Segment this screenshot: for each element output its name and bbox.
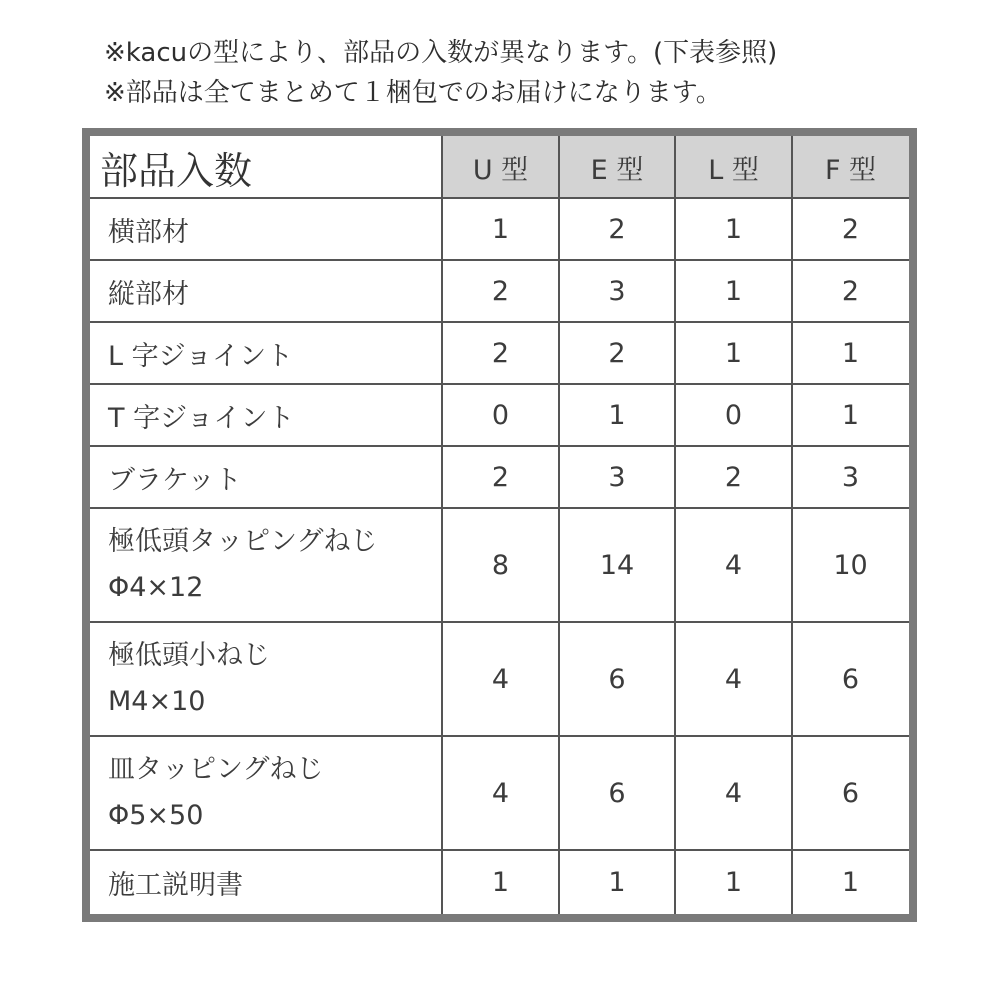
row-divider <box>90 621 909 623</box>
count-cell: 1 <box>724 337 743 369</box>
count-cell: 2 <box>841 275 860 307</box>
count-cell: 4 <box>724 549 743 581</box>
count-cell: 3 <box>608 461 626 493</box>
count-cell: 6 <box>841 777 860 809</box>
count-cell: 14 <box>599 549 635 581</box>
table-title: 部品入数 <box>100 149 253 193</box>
count-cell: 2 <box>491 275 510 307</box>
count-cell: 1 <box>841 337 860 369</box>
type-header-l: L 型 <box>675 136 792 198</box>
column-divider <box>558 136 560 914</box>
row-label <box>90 622 442 736</box>
row-divider <box>90 321 909 323</box>
count-cell: 4 <box>724 663 743 695</box>
count-cell: 2 <box>491 461 510 493</box>
row-label <box>90 508 442 622</box>
count-cell: 3 <box>841 461 860 493</box>
parts-table <box>90 136 909 914</box>
count-cell: 10 <box>833 549 868 581</box>
row-label-line: 皿タッピングねじ <box>108 754 324 785</box>
row-label-line: Φ4×12 <box>108 572 204 603</box>
row-label-line: 施工説明書 <box>108 869 243 901</box>
count-cell: 6 <box>608 663 626 695</box>
row-divider <box>90 507 909 509</box>
type-header-e: E 型 <box>559 136 675 198</box>
count-cell: 4 <box>491 777 510 809</box>
row-divider <box>90 735 909 737</box>
count-cell: 1 <box>491 866 510 898</box>
count-cell: 0 <box>724 399 743 431</box>
count-cell: 1 <box>724 213 743 245</box>
row-label-line: 横部材 <box>108 216 189 248</box>
count-cell: 1 <box>608 866 626 898</box>
parts-table-frame <box>82 128 917 922</box>
count-cell: 6 <box>841 663 860 695</box>
row-label-line: T 字ジョイント <box>108 402 295 434</box>
notes <box>104 33 984 113</box>
row-label <box>90 260 442 322</box>
row-label-line: L 字ジョイント <box>108 340 294 372</box>
note-line-1: ※kacuの型により、部品の入数が異なります。(下表参照) <box>104 38 778 68</box>
row-label <box>90 198 442 260</box>
row-label-line: ブラケット <box>108 464 242 496</box>
row-label <box>90 322 442 384</box>
count-cell: 8 <box>491 549 510 581</box>
count-cell: 1 <box>491 213 510 245</box>
count-cell: 4 <box>491 663 510 695</box>
count-cell: 2 <box>491 337 510 369</box>
count-cell: 3 <box>608 275 626 307</box>
column-divider <box>441 136 443 914</box>
row-label-line: Φ5×50 <box>108 800 204 831</box>
row-divider <box>90 197 909 199</box>
row-label <box>90 850 442 914</box>
count-cell: 6 <box>608 777 626 809</box>
type-header-f: F 型 <box>792 136 909 198</box>
count-cell: 2 <box>608 337 626 369</box>
row-label <box>90 446 442 508</box>
row-divider <box>90 259 909 261</box>
column-divider <box>791 136 793 914</box>
type-header-u: U 型 <box>442 136 559 198</box>
count-cell: 2 <box>724 461 743 493</box>
row-label <box>90 384 442 446</box>
count-cell: 0 <box>491 399 510 431</box>
row-label-line: 極低頭小ねじ <box>108 640 270 671</box>
count-cell: 1 <box>724 866 743 898</box>
count-cell: 1 <box>608 399 626 431</box>
count-cell: 2 <box>608 213 626 245</box>
row-label-line: M4×10 <box>108 686 206 717</box>
count-cell: 4 <box>724 777 743 809</box>
count-cell: 1 <box>841 399 860 431</box>
row-divider <box>90 849 909 851</box>
note-line-2: ※部品は全てまとめて１梱包でのお届けになります。 <box>104 78 722 108</box>
column-divider <box>674 136 676 914</box>
row-divider <box>90 383 909 385</box>
row-divider <box>90 445 909 447</box>
row-label-line: 縦部材 <box>108 278 189 310</box>
row-label <box>90 736 442 850</box>
row-label-line: 極低頭タッピングねじ <box>108 526 378 557</box>
count-cell: 2 <box>841 213 860 245</box>
count-cell: 1 <box>841 866 860 898</box>
count-cell: 1 <box>724 275 743 307</box>
